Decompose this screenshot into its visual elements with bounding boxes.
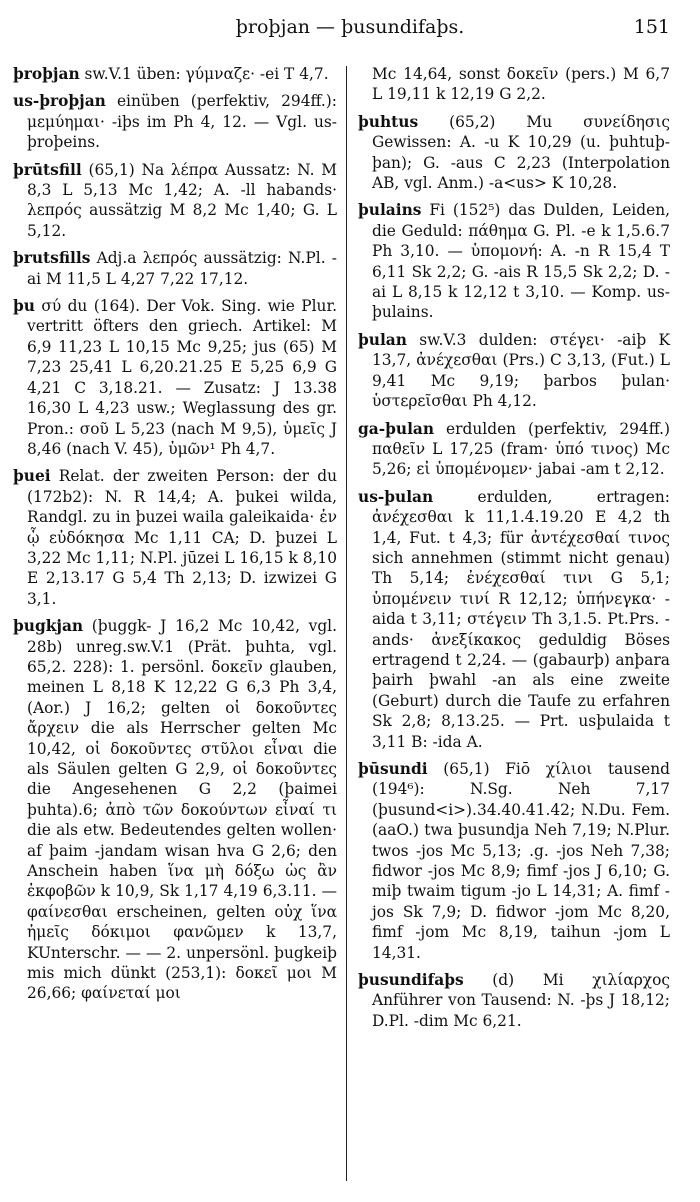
- entry-headword: þuei: [13, 467, 51, 486]
- dictionary-entry: [358, 970, 670, 1031]
- entry-headword: þu: [13, 297, 35, 316]
- column-divider: [346, 66, 347, 1181]
- dictionary-entry: [358, 112, 670, 194]
- dictionary-entry: [13, 160, 337, 242]
- entry-headword: þusundifaþs: [358, 971, 464, 990]
- dictionary-entry: [358, 419, 670, 480]
- entry-body: sw.V.3 dulden: στέγει· -aiþ K 13,7, ἀνέχεσθαι (Prs.) C 3,13, (Fut.) L 9,41 Mc 9,19; þarbos þulan· ὑστερεῖσθαι Ph 4,12.: [372, 330, 670, 411]
- dictionary-entry: [13, 296, 337, 459]
- entry-headword: þūsundi: [358, 760, 428, 778]
- entry-body: Adj.a λεπρός aussätzig: N.Pl. -ai M 11,5 L 4,27 7,22 17,12.: [27, 249, 337, 288]
- dictionary-entry: [13, 248, 337, 289]
- left-column: [13, 64, 337, 1011]
- entry-body: Mc 14,64, sonst δοκεῖν (pers.) M 6,7 L 19,11 k 12,19 G 2,2.: [372, 65, 670, 104]
- dictionary-entry: [13, 466, 337, 609]
- entry-body: erdulden, ertragen: ἀνέχεσθαι k 11,1.4.19.20 E 4,2 th 1,4, Fut. t 4,3; für ἀντέχεσθαί τινος sich annehmen (stimmt nicht genau) Th 5,14; ἐνέχεσθαί τινι G 5,1; ὑπομένειν τινί R 12,12; ὑπήνεγκα· -aida t 3,11; στέγειν Th 3,1.5. Pt.Prs. -ands· ἀνεξίκακος geduldig Böses ertragend t 2,24. — (gabaurþ) anþara þairh þwahl -an als eine zweite (Geburt) durch die Taufe zu erfahren Sk 2,8; 8,13.25. — Prt. usþulaida t 3,11 B: -ida A.: [372, 487, 670, 751]
- right-column: [358, 64, 670, 1038]
- dictionary-entry: [13, 91, 337, 152]
- entry-headword: þrutsfills: [13, 249, 91, 268]
- dictionary-entry: [358, 487, 670, 752]
- entry-headword: þulains: [358, 201, 422, 220]
- entry-body: einüben (perfektiv, 294ff.): μεμύημαι· -iþs im Ph 4, 12. — Vgl. us-þroþeins.: [27, 92, 337, 152]
- entry-headword: us-þroþjan: [13, 92, 106, 111]
- entry-body: Relat. der zweiten Person: der du (172b2): N. R 14,4; A. þukei wilda, Randgl. zu in þuzei waila galeikaida· ἐν ᾧ εὐδόκησα Mc 1,11 CA; D. þuzei L 3,22 Mc 1,11; N.Pl. jūzei L 16,15 k 8,10 E 2,13.17 G 5,4 Th 2,13; D. izwizei G 3,1.: [27, 467, 337, 608]
- dictionary-entry: [13, 616, 337, 1004]
- entry-body: erdulden (perfektiv, 294ff.) παθεῖν L 17,25 (fram· ὑπό τινος) Mc 5,26; εἰ ὑπομένομεν· jabai -am t 2,12.: [372, 419, 670, 479]
- entry-headword: þulan: [358, 330, 407, 349]
- entry-body: σύ du (164). Der Vok. Sing. wie Plur. vertritt öfters den griech. Artikel: M 6,9 11,23 L 10,15 Mc 9,25; jus (65) M 7,23 25,41 L 6,20.21.25 E 5,25 6,9 G 4,21 C 3,18.21. — Zusatz: J 13.38 16,30 L 4,23 usw.; Weglassung des gr. Pron.: σοῦ L 5,23 (nach M 9,5), ὑμεῖς J 8,46 (nach V. 45), ὑμῶν¹ Ph 4,7.: [27, 297, 337, 458]
- dictionary-entry: [358, 64, 670, 105]
- dictionary-entry: [358, 330, 670, 412]
- entry-body: (65,1) Fiō χίλιοι tausend (194⁶): N.Sg. Neh 7,17 (þusund<i>).34.40.41.42; N.Du. Fem. (aaO.) twa þusundja Neh 7,19; N.Plur. twos -jos Mc 5,13; .g. -jos Neh 7,38; fidwor -jos Mc 8,9; fimf -jos J 6,10; G. miþ twaim tigum -jo L 14,31; A. fimf -jos Sk 7,9; D. fidwor -jom Mc 8,20, fimf -jom Mc 8,19, taihun -jom L 14,31.: [372, 760, 670, 962]
- page-header: [0, 16, 700, 46]
- entry-headword: þuhtus: [358, 112, 419, 131]
- entry-headword: þugkjan: [13, 617, 84, 636]
- entry-headword: þrūtsfill: [13, 160, 82, 179]
- entry-headword: ga-þulan: [358, 419, 435, 438]
- entry-headword: þroþjan: [13, 65, 80, 83]
- running-title: þroþjan — þusundifaþs.: [235, 16, 465, 38]
- page-number: 151: [633, 16, 670, 38]
- entry-body: (þuggk- J 16,2 Mc 10,42, vgl. 28b) unreg.sw.V.1 (Prät. þuhta, vgl. 65,2. 228): 1. persönl. δοκεῖν glauben, meinen L 8,18 K 12,22 G 6,3 Ph 3,4, (Aor.) J 16,2; gelten οἱ δοκοῦντες ἄρχειν die als Herrscher gelten Mc 10,42, οἱ δοκοῦντες στῦλοι εἶναι die als Säulen gelten G 2,9, οἱ δοκοῦντες die Angesehenen G 2,2 (þaimei þuhta).6; ἀπὸ τῶν δοκούντων εἶναί τι die als etw. Bedeutendes gelten wollen· af þaim -jandam wisan hva G 2,6; den Anschein haben ἵνα μὴ δόξω ὡς ἂν ἐκφοβῶν k 10,9, Sk 1,17 4,19 6,3.11. — φαίνεσθαι erscheinen, gelten οὐχ ἵνα ἡμεῖς δόκιμοι φανῶμεν k 13,7, KUnterschr. — — 2. unpersönl. þugkeiþ mis mich dünkt (253,1): δοκεῖ μοι M 26,66; φαίνεταί μοι: [27, 617, 337, 1003]
- dictionary-entry: [358, 759, 670, 963]
- dictionary-entry: [358, 200, 670, 322]
- entry-body: sw.V.1 üben: γύμναζε· -ei T 4,7.: [79, 65, 329, 83]
- entry-body: Fi (152⁵) das Dulden, Leiden, die Geduld: πάθημα G. Pl. -e k 1,5.6.7 Ph 3,10. — ὑπομονή: A. -n R 15,4 T 6,11 Sk 2,2; G. -ais R 15,5 Sk 2,2; D. -ai L 8,15 k 12,12 t 3,10. — Komp. us-þulains.: [372, 201, 670, 322]
- entry-body: (65,2) Mu συνείδησις Gewissen: A. -u K 10,29 (u. þuhtuþ-þan); G. -aus C 2,23 (Interpolation AB, vgl. Anm.) -a<us> K 10,28.: [372, 112, 670, 193]
- dictionary-entry: [13, 64, 337, 84]
- entry-body: (d) Mi χιλίαρχος Anführer von Tausend: N. -þs J 18,12; D.Pl. -dim Mc 6,21.: [372, 971, 670, 1030]
- entry-headword: us-þulan: [358, 487, 434, 506]
- entry-body: (65,1) Na λέπρα Aussatz: N. M 8,3 L 5,13 Mc 1,42; A. -ll habands· λεπρός aussätzig M 8,2 Mc 1,40; G. L 5,12.: [27, 160, 337, 240]
